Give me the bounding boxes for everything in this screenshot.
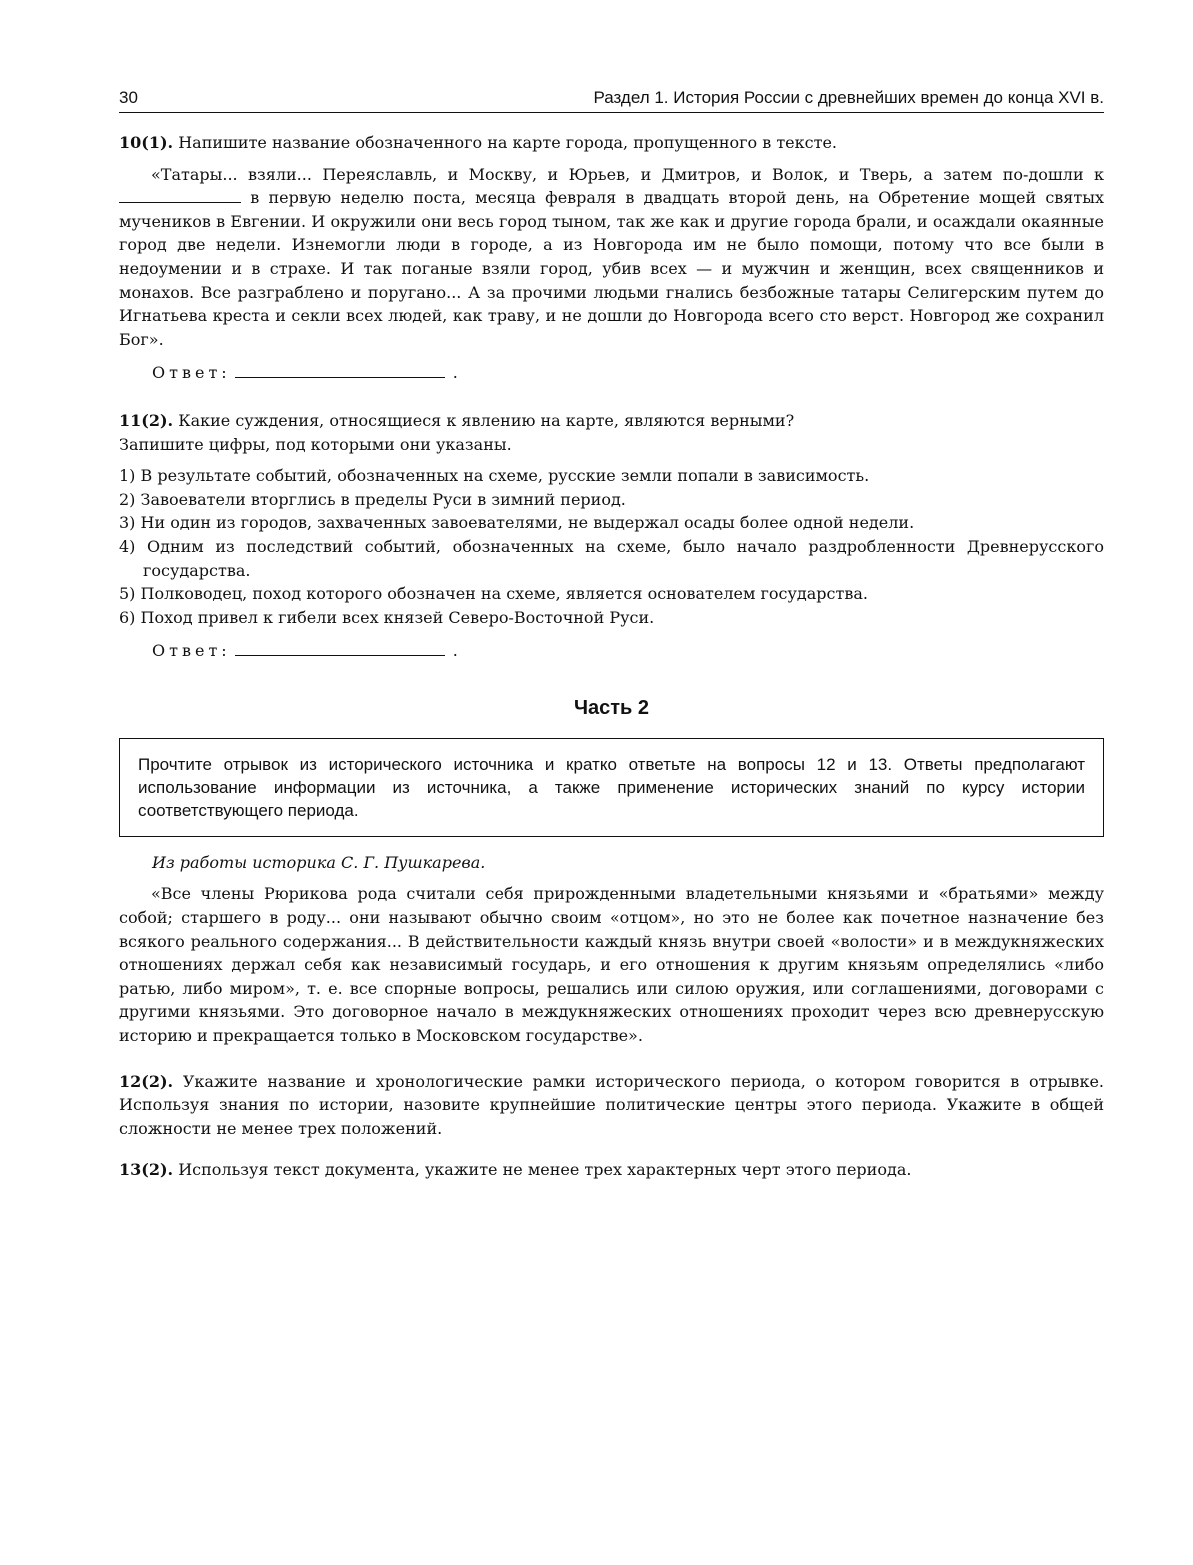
excerpt-text: «Все члены Рюрикова рода считали себя прирожденными владетельными князьями и «братьями» между собой; старшего в роду... они называют обычно своим «отцом», но это не более как почетное назначение без всякого реального содержания... В действительности каждый князь внутри своей «волости» и в междукняжеских отношениях держал себя как независимый государь, и его отношения к другим князьям определялись «либо ратью, либо миром», т. е. все спорные вопросы, решались или силою оружия, или соглашениями, договорами с другими князьями. Это договорное начало в междукняжеских отношениях проходит через всю древнерусскую историю и прекращается только в Московском государстве». — [119, 884, 1104, 1046]
answer-label: Ответ: — [152, 363, 231, 383]
question-13-text-block — [119, 1158, 1104, 1182]
question-12-number: 12(2). — [119, 1071, 174, 1091]
question-13 — [119, 1158, 1104, 1182]
missing-city-blank — [119, 188, 241, 203]
source-attribution: Из работы историка С. Г. Пушкарева. — [152, 852, 486, 872]
question-12-text: Укажите название и хронологические рамки исторического периода, о котором говорится в отрывке. Используя знания по истории, назовите крупнейшие политические центры этого периода. Укажите в общей сложности не менее трех положений. — [119, 1071, 1104, 1138]
question-10-quote — [119, 163, 1104, 352]
question-12-text-block — [119, 1070, 1104, 1141]
part-2-title: Часть 2 — [573, 696, 650, 719]
quote-before-blank: «Татары... взяли... Переяславль, и Москву, и Юрьев, и Дмитров, и Волок, и Тверь, а затем по-дошли к — [151, 164, 1104, 184]
question-10 — [119, 131, 1104, 385]
page — [119, 82, 1104, 1182]
option-item: 3) Ни один из городов, захваченных завоевателями, не выдержал осады более одной недели. — [119, 513, 915, 533]
question-13-number: 13(2). — [119, 1160, 174, 1180]
page-header — [119, 82, 1104, 113]
question-11-text-line2: Запишите цифры, под которыми они указаны. — [119, 434, 512, 454]
question-10-title — [119, 131, 1104, 155]
question-11-text: Какие суждения, относящиеся к явлению на карте, являются верными? — [178, 410, 795, 430]
question-12 — [119, 1070, 1104, 1141]
option-item: 6) Поход привел к гибели всех князей Северо-Восточной Руси. — [119, 607, 655, 627]
option-item: 1) В результате событий, обозначенных на схеме, русские земли попали в зависимость. — [119, 466, 870, 486]
source-excerpt — [119, 851, 1104, 1048]
question-11-answer: Ответ: . — [152, 641, 458, 661]
question-11-title — [119, 409, 1104, 456]
answer-line[interactable] — [235, 639, 445, 656]
question-10-text: Напишите название обозначенного на карте города, пропущенного в тексте. — [178, 133, 837, 152]
answer-label: Ответ: — [152, 641, 231, 661]
option-item: 2) Завоеватели вторглись в пределы Руси в зимний период. — [119, 489, 626, 509]
section-title: Раздел 1. История России с древнейших времен до конца XVI в. — [593, 88, 1104, 107]
option-item: 4) Одним из последствий событий, обозначенных на схеме, было начало раздробленности Древнерусского государства. — [119, 536, 1104, 580]
question-11-number: 11(2). — [119, 410, 174, 430]
answer-line[interactable] — [235, 361, 445, 378]
question-10-answer: Ответ: . — [152, 363, 458, 383]
question-10-number: 10(1). — [119, 133, 174, 152]
option-item: 5) Полководец, поход которого обозначен на схеме, является основателем государства. — [119, 584, 868, 604]
page-number: 30 — [119, 88, 138, 107]
instruction-box: Прочтите отрывок из исторического источника и кратко ответьте на вопросы 12 и 13. Ответы предполагают использование информации из источника, а также применение исторических знаний по курсу истории соответствующего периода. — [119, 738, 1104, 837]
question-11-options — [119, 464, 1104, 629]
quote-after-blank: в первую неделю поста, месяца февраля в двадцать второй день, на Обретение мощей святых мучеников в Евгении. И окружили они весь город тыном, так же как и другие города брали, и осаждали окаянные город две недели. Изнемогли люди в городе, а из Новгорода им не было помощи, потому что все были в недоумении и в страхе. И так поганые взяли город, убив всех — и мужчин и женщин, всех священников и монахов. Все разграблено и поругано... А за прочими людьми гнались безбожные татары Селигерским путем до Игнатьева креста и секли всех людей, как траву, и не дошли до Новгорода всего сто верст. Новгород же сохранил Бог». — [119, 188, 1105, 349]
question-11 — [119, 409, 1104, 663]
question-13-text: Используя текст документа, укажите не менее трех характерных черт этого периода. — [178, 1160, 912, 1180]
